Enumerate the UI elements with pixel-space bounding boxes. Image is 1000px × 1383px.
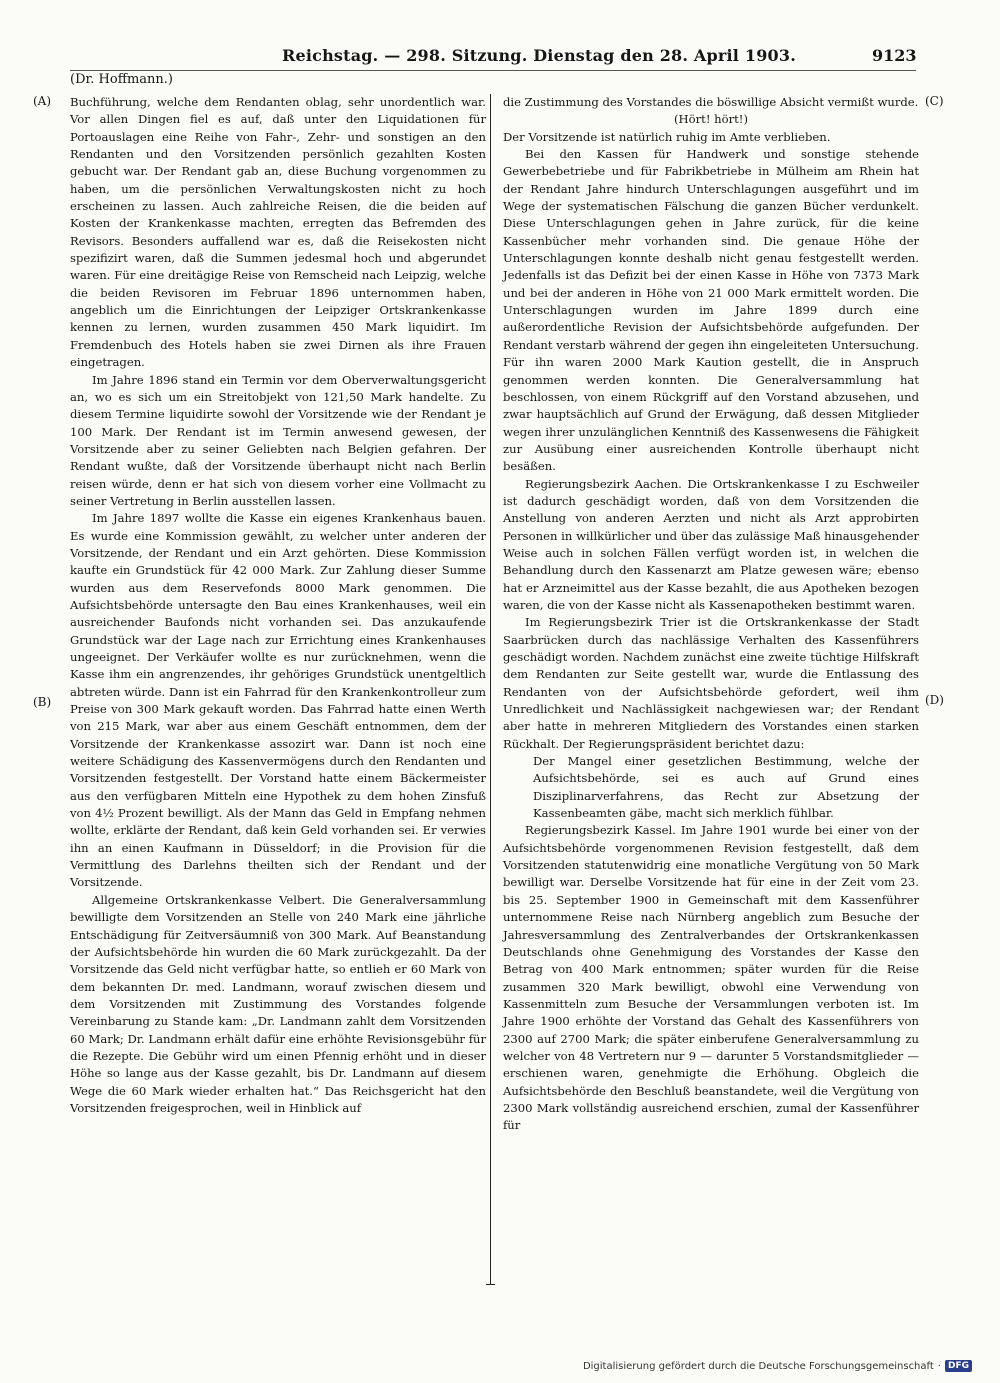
- interjection: (Hört! hört!): [674, 112, 748, 127]
- paragraph: Regierungsbezirk Aachen. Die Ortskrankenkasse I zu Eschweiler ist dadurch geschädigt worden, daß von dem Vorsitzenden die Anstellung von anderen Aerzten und nicht als Arzt approbirten Personen in willkürlicher und über das zulässige Maß hinausgehender Weise auch in solchen Fällen verfügt worden ist, in welchen die Behandlung durch den Kassenarzt am Platze gewesen wäre; ebenso hat er Arzneimittel aus der Kasse bezahlt, die aus Apotheken bezogen waren, die von der Kasse nicht als Kassenapotheken bestimmt waren.: [503, 476, 919, 612]
- paragraph: Im Regierungsbezirk Trier ist die Ortskrankenkasse der Stadt Saarbrücken durch das nachlässige Verhalten des Kassenführers geschädigt worden. Nachdem zunächst eine zweite tüchtige Hilfskraft dem Rendanten zur Seite gestellt war, wurde die Entlassung des Rendanten von der Aufsichtsbehörde gefordert, weil ihm Unredlichkeit und Nachlässigkeit nachgewiesen war; der Rendant aber hatte in mehreren Mitgliedern des Vorstandes einen starken Rückhalt. Der Regierungspräsident berichtet dazu:: [503, 615, 919, 751]
- page-number: 9123: [872, 46, 917, 65]
- paragraph: Der Vorsitzende ist natürlich ruhig im Amte verblieben.: [503, 129, 831, 144]
- paragraph: Im Jahre 1896 stand ein Termin vor dem Oberverwaltungsgericht an, wo es sich um ein Streitobjekt von 121,50 Mark handelte. Zu diesem Termine liquidirte sowohl der Vorsitzende wie der Rendant je 100 Mark. Der Rendant ist im Termin anwesend gewesen, der Vorsitzende aber zu seiner Geliebten nach Belgien gefahren. Der Rendant wußte, daß der Vorsitzende überhaupt nicht nach Berlin reisen würde, denn er hat sich von diesem vorher eine Vollmacht zu seiner Vertretung in Berlin ausstellen lassen.: [70, 372, 486, 508]
- column-divider-foot: [486, 1284, 495, 1291]
- speaker-label: (Dr. Hoffmann.): [70, 72, 173, 87]
- running-header: Reichstag. — 298. Sitzung. Dienstag den 28. April 1903.: [282, 46, 796, 65]
- paragraph: Im Jahre 1897 wollte die Kasse ein eigenes Krankenhaus bauen. Es wurde eine Kommission gewählt, zu welcher unter anderen der Vorsitzende, der Rendant und ein Arzt gehörten. Diese Kommission kaufte ein Grundstück für 42 000 Mark. Zur Zahlung dieser Summe wurden aus dem Reservefonds 8000 Mark genommen. Die Aufsichtsbehörde untersagte den Bau eines Krankenhauses, weil ein ausreichender Baufonds nicht vorhanden sei. Das anzukaufende Grundstück war der Lage nach zur Errichtung eines Krankenhauses ungeeignet. Der Verkäufer wollte es nur zurücknehmen, wenn die Kasse ihm ein angrenzendes, ihr gehöriges Grundstück unentgeltlich abtreten würde. Dann ist ein Fahrrad für den Krankenkontrolleur zum Preise von 300 Mark gekauft worden. Das Fahrrad hatte einen Werth von 215 Mark, war aber aus einem Geschäft entnommen, dem der Vorsitzende der Krankenkasse assozirt war. Dann ist noch eine weitere Schädigung des Kassenvermögens durch den Rendanten und Vorsitzenden festgestellt. Der Vorstand hatte einem Bäckermeister aus den verfügbaren Mitteln eine Hypothek zu dem hohen Zinsfuß von 4½ Prozent bewilligt. Als der Mann das Geld in Empfang nehmen wollte, erklärte der Rendant, daß kein Geld vorhanden sei. Er verwies ihn an einen Kaufmann in Düsseldorf; in die Provision für die Vermittlung des Darlehns theilten sich der Rendant und der Vorsitzende.: [70, 511, 486, 890]
- header-rule: [70, 70, 916, 71]
- left-column: [70, 94, 486, 1117]
- column-divider: [490, 94, 491, 1284]
- margin-mark-c: (C): [925, 94, 944, 108]
- dfg-logo: DFG: [945, 1360, 972, 1372]
- paragraph: die Zustimmung des Vorstandes die böswillige Absicht vermißt wurde.: [503, 95, 919, 109]
- paragraph: Regierungsbezirk Kassel. Im Jahre 1901 wurde bei einer von der Aufsichtsbehörde vorgenommenen Revision festgestellt, daß dem Vorsitzenden statutenwidrig eine monatliche Vergütung von 50 Mark bewilligt war. Derselbe Vorsitzende hat für eine in der Zeit vom 23. bis 25. September 1900 in Gemeinschaft mit dem Kassenführer unternommene Reise nach Nürnberg angeblich zum Besuche der Jahresversammlung des Zentralverbandes der Ortskrankenkassen Deutschlands ohne Genehmigung des Vorstandes der Kasse den Betrag von 400 Mark entnommen; später wurden für die Reise zusammen 320 Mark bewilligt, obwohl eine Verwendung von Kassenmitteln zum Besuche der Versammlungen verboten ist. Im Jahre 1900 erhöhte der Vorstand das Gehalt des Kassenführers von 2300 auf 2700 Mark; die später einberufene Generalversammlung zu welcher von 48 Vertretern nur 9 — darunter 5 Vorstandsmitglieder — erschienen waren, genehmigte die Erhöhung. Obgleich die Aufsichtsbehörde den Beschluß beanstandete, weil die Vergütung von 2300 Mark vollständig ausreichend erschien, zumal der Kassenführer für: [503, 823, 919, 1133]
- block-quote: Der Mangel einer gesetzlichen Bestimmung, welche der Aufsichtsbehörde, sei es auch auf Grund eines Disziplinarverfahrens, das Recht zur Absetzung der Kassenbeamten gäbe, macht sich merklich fühlbar.: [533, 754, 919, 821]
- right-column: [503, 94, 919, 1135]
- margin-mark-b: (B): [33, 695, 52, 709]
- margin-mark-d: (D): [925, 693, 944, 707]
- paragraph: Buchführung, welche dem Rendanten oblag, sehr unordentlich war. Vor allen Dingen fiel es auf, daß unter den Liquidationen für Portoauslagen eine Reihe von Fahr-, Zehr- und sonstigen an den Rendanten und den Vorsitzenden persönlich gezahlten Kosten gebucht war. Der Rendant gab an, diese Buchung vorgenommen zu haben, um die persönlichen Verwaltungskosten nicht zu hoch erscheinen zu lassen. Auch zahlreiche Reisen, die die beiden auf Kosten der Krankenkasse machten, erregten das Befremden des Revisors. Besonders auffallend war es, daß die Reisekosten nicht spezifizirt waren, daß die Summen jedesmal hoch und abgerundet waren. Für eine dreitägige Reise von Remscheid nach Leipzig, welche die beiden Revisoren im Februar 1896 unternommen haben, angeblich um die Einrichtungen der Leipziger Ortskrankenkasse kennen zu lernen, wurden zusammen 450 Mark liquidirt. Im Fremdenbuch des Hotels haben sie zwei Dirnen als ihre Frauen eingetragen.: [70, 95, 486, 370]
- paragraph: Bei den Kassen für Handwerk und sonstige stehende Gewerbebetriebe und für Fabrikbetriebe in Mülheim am Rhein hat der Rendant Jahre hindurch Unterschlagungen ausgeführt und im Wege der systematischen Fälschung die ganzen Bücher verdunkelt. Diese Unterschlagungen gehen in Jahre zurück, für die keine Kassenbücher mehr vorhanden sind. Die genaue Höhe der Unterschlagungen konnte deshalb nicht genau festgestellt werden. Jedenfalls ist das Defizit bei der einen Kasse in Höhe von 7373 Mark und bei der anderen in Höhe von 21 000 Mark ermittelt worden. Die Unterschlagungen wurden im Jahre 1899 durch eine außerordentliche Revision der Aufsichtsbehörde aufgefunden. Der Rendant verstarb während der gegen ihn eingeleiteten Untersuchung. Für ihn waren 2000 Mark Kaution gestellt, die in Anspruch genommen werden konnten. Die Generalversammlung hat beschlossen, von einem Rückgriff auf den Vorstand abzusehen, und zwar hauptsächlich auf Grund der Erwägung, daß dessen Mitglieder wegen ihrer unzulänglichen Kenntniß des Kassenwesens die Fähigkeit zur Ausübung einer ausreichenden Kontrolle überhaupt nicht besäßen.: [503, 147, 919, 474]
- paragraph: Allgemeine Ortskrankenkasse Velbert. Die Generalversammlung bewilligte dem Vorsitzenden an Stelle von 240 Mark eine jährliche Entschädigung für Zeitversäumniß von 300 Mark. Auf Beanstandung der Aufsichtsbehörde hin wurden die 60 Mark zurückgezahlt. Da der Vorsitzende das Geld nicht verfügbar hatte, so entlieh er 60 Mark von dem bekannten Dr. med. Landmann, worauf zwischen diesem und dem Vorsitzenden mit Zustimmung des Vorstandes folgende Vereinbarung zu Stande kam: „Dr. Landmann zahlt dem Vorsitzenden 60 Mark; Dr. Landmann erhält dafür eine erhöhte Revisionsgebühr für die Rezepte. Die Gebühr wird um einen Pfennig erhöht und in dieser Höhe so lange aus der Kasse gezahlt, bis Dr. Landmann auf diesem Wege die 60 Mark wieder erhalten hat.“ Das Reichsgericht hat den Vorsitzenden freigesprochen, weil in Hinblick auf: [70, 892, 486, 1115]
- credit-text: Digitalisierung gefördert durch die Deutsche Forschungsgemeinschaft: [582, 1360, 934, 1372]
- margin-mark-a: (A): [33, 94, 52, 108]
- digitization-credit: Digitalisierung gefördert durch die Deutsche Forschungsgemeinschaft · DFG: [583, 1360, 972, 1372]
